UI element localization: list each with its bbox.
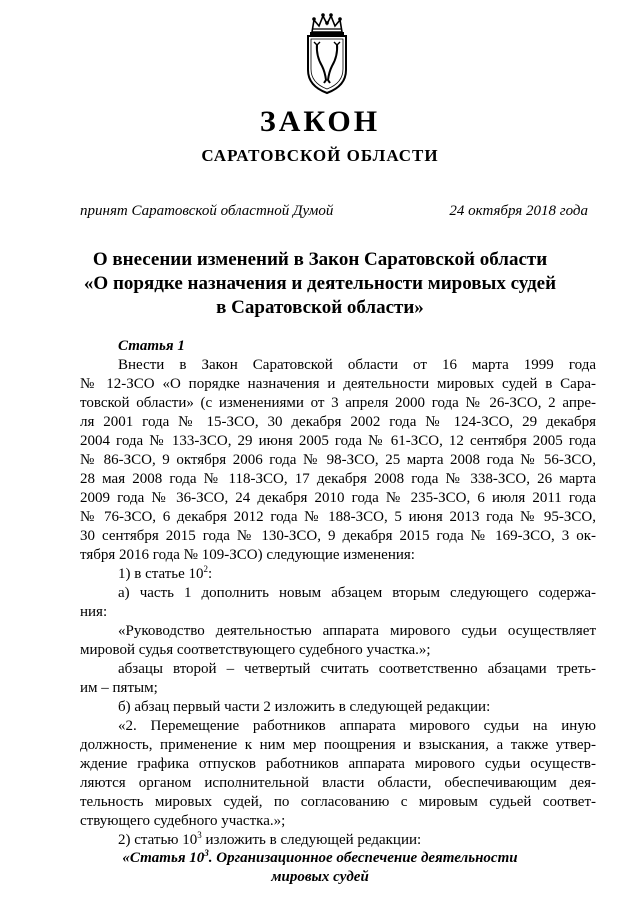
adopted-by: принят Саратовской областной Думой	[80, 203, 334, 219]
item-1: 1) в статье $10^2$:	[118, 564, 213, 582]
body-line: № 86-ЗСО, 9 октября 2006 года № 98-ЗСО, 25 марта 2008 года № 56-ЗСО,	[80, 452, 596, 468]
saratov-coat-of-arms-icon	[300, 12, 354, 96]
sub-item-a-line: а) часть 1 дополнить новым абзацем вторым следующего содержа-	[118, 585, 596, 601]
quote-line: «2. Перемещение работников аппарата мирового судьи на иную	[118, 718, 596, 734]
body-line: № 76-ЗСО, 6 декабря 2012 года № 188-ЗСО, 5 июня 2013 года № 95-ЗСО,	[80, 509, 596, 525]
body-line: 28 мая 2008 года № 118-ЗСО, 17 декабря 2008 года № 338-ЗСО, 26 марта	[80, 471, 596, 487]
quote-line: «Руководство деятельностью аппарата мирового судьи осуществляет	[118, 623, 596, 639]
quote-line: ляются органом исполнительной власти области, обеспечивающим дея-	[80, 775, 596, 791]
item-2: 2) статью $10^3$ изложить в следующей редакции:	[118, 830, 422, 848]
body-line: Внести в Закон Саратовской области от 16 марта 1999 года	[118, 357, 596, 373]
body-line: № 12-ЗСО «О порядке назначения и деятельности мировых судей в Сара-	[80, 376, 596, 392]
body-line: 30 сентября 2015 года № 130-ЗСО, 9 декабря 2015 года № 169-ЗСО, 3 ок-	[80, 528, 596, 544]
quote-line: должность, применение к ним мер поощрения и взыскания, а также утвер-	[80, 737, 596, 753]
new-article-heading-line-2: мировых судей	[271, 869, 369, 885]
sub-item-a-line: ния:	[80, 604, 108, 620]
law-title-line-1: О внесении изменений в Закон Саратовской области	[92, 249, 548, 270]
quote-line: ждение графика отпусков работников аппарата мирового судьи осуществ-	[80, 756, 596, 772]
adoption-date: 24 октября 2018 года	[449, 203, 588, 219]
article-heading: Статья 1	[118, 338, 185, 354]
region-subtitle: САРАТОВСКОЙ ОБЛАСТИ	[201, 146, 439, 165]
quote-line: мировой судья соответствующего судебного участка.»;	[80, 642, 431, 658]
body-line: 2004 года № 133-ЗСО, 29 июня 2005 года № 61-ЗСО, 12 сентября 2005 года	[80, 433, 596, 449]
body-line: товской области» (с изменениями от 3 апреля 2000 года № 26-ЗСО, 2 апре-	[80, 395, 596, 411]
quote-line: тельность мировых судей, по согласованию с мировым судьей соответ-	[80, 794, 596, 810]
renumber-line: абзацы второй – четвертый считать соответственно абзацами треть-	[118, 661, 596, 677]
sub-item-b: б) абзац первый части 2 изложить в следующей редакции:	[118, 699, 491, 715]
body-line: 2009 года № 36-ЗСО, 24 декабря 2010 года № 235-ЗСО, 6 июля 2011 года	[80, 490, 596, 506]
law-type-title: ЗАКОН	[259, 105, 381, 138]
body-line: ля 2001 года № 15-ЗСО, 30 декабря 2002 года № 124-ЗСО, 29 декабря	[80, 414, 596, 430]
new-article-heading: «Статья $10^3$. Организационное обеспечение деятельности	[122, 848, 518, 866]
body-line: тября 2016 года № 109-ЗСО) следующие изменения:	[80, 547, 415, 563]
quote-line: ствующего судебного участка.»;	[80, 813, 286, 829]
law-title-line-2: «О порядке назначения и деятельности мировых судей	[83, 273, 557, 294]
law-title-line-3: в Саратовской области»	[216, 297, 424, 318]
renumber-line: им – пятым;	[80, 680, 158, 696]
